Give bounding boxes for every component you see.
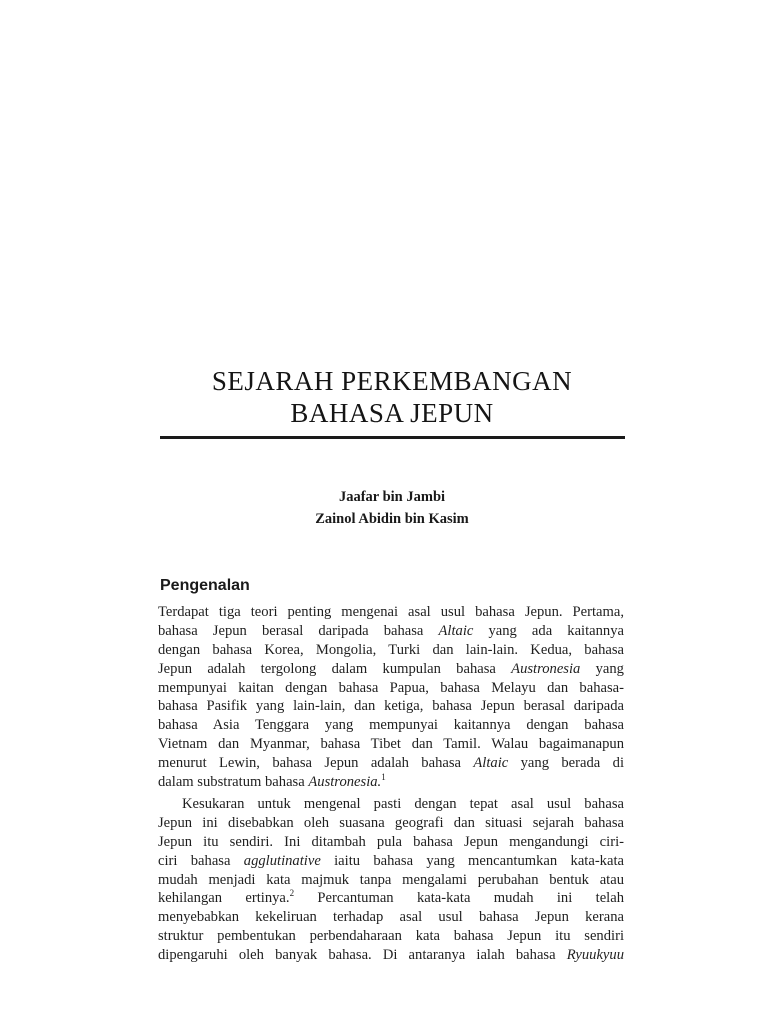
line-text: Percantuman kata-kata mudah ini telah xyxy=(294,890,624,907)
paragraph-line xyxy=(158,679,624,698)
italic-term: Austronesia xyxy=(511,660,581,677)
footnote-marker: 2 xyxy=(289,889,295,899)
paragraph-line xyxy=(158,754,624,773)
paragraph-line xyxy=(158,908,624,927)
paragraph-line xyxy=(158,814,624,833)
author-name-2: Zainol Abidin bin Kasim xyxy=(315,511,469,527)
paragraph-line xyxy=(158,603,624,622)
line-text: yang ada kaitannya xyxy=(473,622,624,639)
paragraph-line xyxy=(158,622,624,641)
paragraph-line xyxy=(158,716,624,735)
italic-term: Altaic xyxy=(438,622,474,639)
paragraph-line xyxy=(158,641,624,660)
paragraph-line xyxy=(158,946,624,965)
line-text: Jepun itu sendiri. Ini ditambah pula bahasa Jepun mengandungi ciri- xyxy=(158,833,624,850)
paragraph-line xyxy=(158,852,624,871)
author-name-1: Jaafar bin Jambi xyxy=(338,489,446,505)
line-text: iaitu bahasa yang mencantumkan kata-kata xyxy=(320,852,624,869)
line-text: bahasa Asia Tenggara yang mempunyai kaitannya dengan bahasa xyxy=(158,717,624,734)
italic-term: Altaic xyxy=(473,755,509,772)
line-text: menurut Lewin, bahasa Jepun adalah bahasa xyxy=(158,755,474,772)
paragraph-line xyxy=(158,697,624,716)
paragraph-line xyxy=(158,660,624,679)
italic-term: agglutinative xyxy=(243,852,321,869)
article-title-line-1: SEJARAH PERKEMBANGAN xyxy=(211,366,573,396)
paragraph-2 xyxy=(158,795,624,965)
paragraph-line xyxy=(158,871,624,890)
italic-term: Ryuukyuu xyxy=(566,947,624,964)
line-text: yang berada di xyxy=(508,755,624,772)
article-title-line-2: BAHASA JEPUN xyxy=(290,398,494,428)
line-text: kehilangan ertinya. xyxy=(158,890,290,907)
line-text: dengan bahasa Korea, Mongolia, Turki dan lain-lain. Kedua, bahasa xyxy=(158,641,624,658)
italic-term: Austronesia. xyxy=(308,774,382,791)
section-heading: Pengenalan xyxy=(160,577,250,594)
line-text: dalam substratum bahasa xyxy=(158,774,309,791)
line-text: Jepun ini disebabkan oleh suasana geografi dan situasi sejarah bahasa xyxy=(158,814,624,831)
line-text: mudah menjadi kata majmuk tanpa mengalami perubahan bentuk atau xyxy=(158,871,624,888)
line-text: ciri bahasa xyxy=(158,852,244,869)
line-text: Terdapat tiga teori penting mengenai asal usul bahasa Jepun. Pertama, xyxy=(158,604,624,620)
paragraph-line xyxy=(158,833,624,852)
paragraph-line xyxy=(158,735,624,754)
line-text: struktur pembentukan perbendaharaan kata bahasa Jepun itu sendiri xyxy=(158,928,624,945)
footnote-marker: 1 xyxy=(381,773,386,783)
paragraph-1 xyxy=(158,603,624,792)
line-text: bahasa Pasifik yang lain-lain, dan ketiga, bahasa Jepun berasal daripada xyxy=(158,698,624,715)
paragraph-line xyxy=(158,773,624,792)
paragraph-line xyxy=(158,927,624,946)
line-text: Vietnam dan Myanmar, bahasa Tibet dan Tamil. Walau bagaimanapun xyxy=(158,736,624,753)
line-text: Jepun adalah tergolong dalam kumpulan bahasa xyxy=(158,660,512,677)
line-text: mempunyai kaitan dengan bahasa Papua, bahasa Melayu dan bahasa- xyxy=(158,679,624,696)
paragraph-line xyxy=(158,795,624,814)
line-text: bahasa Jepun berasal daripada bahasa xyxy=(158,622,439,639)
paragraph-line xyxy=(158,889,624,908)
line-text: yang xyxy=(580,660,624,677)
line-text: menyebabkan kekeliruan terhadap asal usul bahasa Jepun kerana xyxy=(158,909,624,926)
line-text: Kesukaran untuk mengenal pasti dengan tepat asal usul bahasa xyxy=(182,796,624,812)
line-text: dipengaruhi oleh banyak bahasa. Di antaranya ialah bahasa xyxy=(158,947,567,964)
title-divider-rule xyxy=(160,436,625,439)
